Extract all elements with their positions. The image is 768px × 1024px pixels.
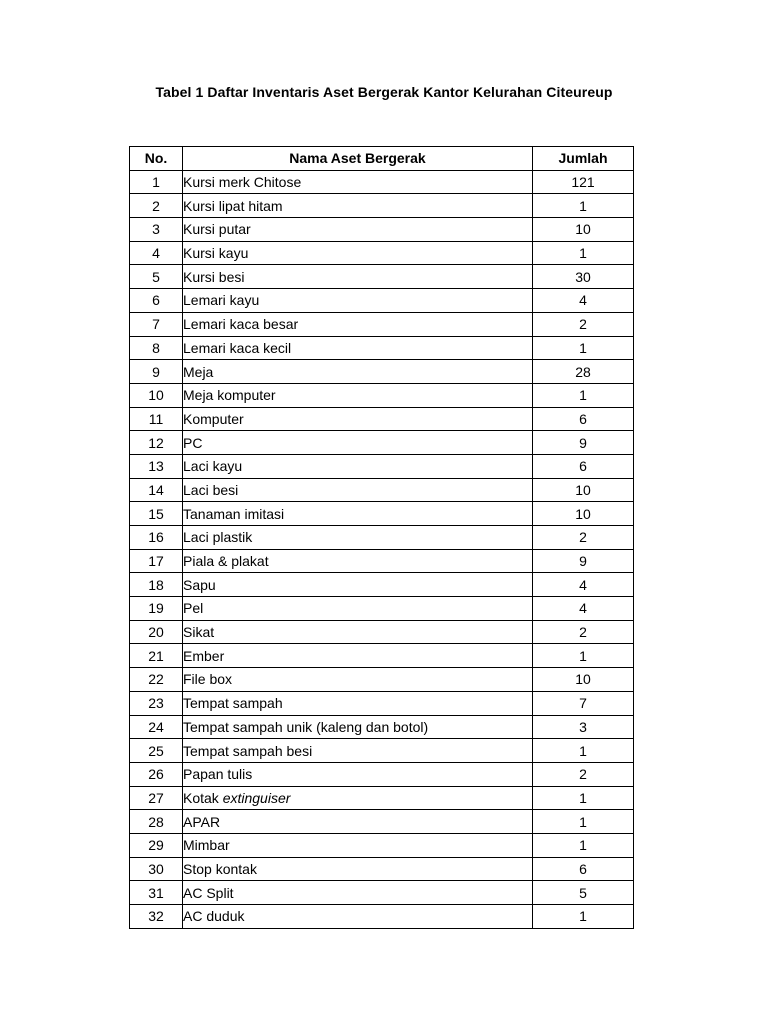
table-row [130, 383, 634, 407]
table-row [130, 549, 634, 573]
cell-name: Tempat sampah unik (kaleng dan botol) [183, 715, 533, 739]
cell-no: 30 [130, 857, 183, 881]
table-row [130, 502, 634, 526]
cell-no: 16 [130, 526, 183, 550]
cell-no: 29 [130, 833, 183, 857]
cell-qty: 1 [533, 383, 634, 407]
cell-no: 22 [130, 668, 183, 692]
cell-no: 6 [130, 289, 183, 313]
cell-name: Kursi merk Chitose [183, 170, 533, 194]
cell-no: 10 [130, 383, 183, 407]
cell-name: Tempat sampah besi [183, 739, 533, 763]
table-row [130, 265, 634, 289]
cell-name-text: Kotak [183, 789, 223, 806]
cell-no: 13 [130, 454, 183, 478]
cell-name: Kursi besi [183, 265, 533, 289]
cell-qty: 1 [533, 644, 634, 668]
cell-qty: 10 [533, 668, 634, 692]
table-row [130, 573, 634, 597]
cell-name: AC Split [183, 881, 533, 905]
cell-qty: 30 [533, 265, 634, 289]
table-row [130, 241, 634, 265]
cell-no: 11 [130, 407, 183, 431]
cell-qty: 1 [533, 336, 634, 360]
header-name: Nama Aset Bergerak [183, 147, 533, 171]
cell-qty: 5 [533, 881, 634, 905]
cell-qty: 1 [533, 905, 634, 929]
table-row [130, 644, 634, 668]
cell-no: 1 [130, 170, 183, 194]
cell-name: Kursi kayu [183, 241, 533, 265]
cell-name: Ember [183, 644, 533, 668]
table-row [130, 620, 634, 644]
cell-qty: 28 [533, 360, 634, 384]
cell-no: 14 [130, 478, 183, 502]
cell-name: Tanaman imitasi [183, 502, 533, 526]
cell-name [183, 786, 533, 810]
cell-no: 17 [130, 549, 183, 573]
cell-qty: 1 [533, 241, 634, 265]
inventory-table [129, 146, 634, 929]
cell-name: Sikat [183, 620, 533, 644]
cell-name: Meja [183, 360, 533, 384]
cell-no: 27 [130, 786, 183, 810]
table-row [130, 312, 634, 336]
cell-qty: 1 [533, 833, 634, 857]
cell-name: Lemari kaca besar [183, 312, 533, 336]
cell-qty: 9 [533, 431, 634, 455]
cell-no: 5 [130, 265, 183, 289]
cell-name: File box [183, 668, 533, 692]
table-row [130, 739, 634, 763]
table-row [130, 170, 634, 194]
table-row [130, 289, 634, 313]
cell-no: 12 [130, 431, 183, 455]
table-row [130, 668, 634, 692]
cell-name: Piala & plakat [183, 549, 533, 573]
cell-qty: 2 [533, 620, 634, 644]
cell-qty: 1 [533, 739, 634, 763]
table-row [130, 905, 634, 929]
cell-qty: 4 [533, 597, 634, 621]
table-row [130, 762, 634, 786]
cell-name: Lemari kaca kecil [183, 336, 533, 360]
cell-qty: 6 [533, 454, 634, 478]
cell-name-italic-text: extinguiser [222, 789, 291, 806]
cell-qty: 4 [533, 289, 634, 313]
table-row [130, 881, 634, 905]
cell-qty: 10 [533, 478, 634, 502]
table-row [130, 833, 634, 857]
cell-qty: 3 [533, 715, 634, 739]
table-row [130, 194, 634, 218]
cell-no: 19 [130, 597, 183, 621]
cell-name: PC [183, 431, 533, 455]
cell-qty: 121 [533, 170, 634, 194]
table-row [130, 431, 634, 455]
cell-no: 15 [130, 502, 183, 526]
cell-no: 32 [130, 905, 183, 929]
cell-no: 20 [130, 620, 183, 644]
table-row [130, 810, 634, 834]
cell-name: Papan tulis [183, 762, 533, 786]
cell-no: 9 [130, 360, 183, 384]
table-row [130, 597, 634, 621]
cell-qty: 9 [533, 549, 634, 573]
table-row [130, 857, 634, 881]
cell-no: 8 [130, 336, 183, 360]
cell-no: 26 [130, 762, 183, 786]
cell-name: Laci kayu [183, 454, 533, 478]
cell-no: 4 [130, 241, 183, 265]
cell-no: 2 [130, 194, 183, 218]
cell-qty: 1 [533, 194, 634, 218]
table-row [130, 360, 634, 384]
cell-name: AC duduk [183, 905, 533, 929]
cell-no: 28 [130, 810, 183, 834]
header-no: No. [130, 147, 183, 171]
cell-no: 21 [130, 644, 183, 668]
cell-name: Meja komputer [183, 383, 533, 407]
table-row [130, 336, 634, 360]
cell-no: 23 [130, 691, 183, 715]
table-title: Tabel 1 Daftar Inventaris Aset Bergerak Kantor Kelurahan Citeureup [155, 84, 613, 100]
table-header-row [130, 147, 634, 171]
cell-name: Kursi lipat hitam [183, 194, 533, 218]
cell-name: Sapu [183, 573, 533, 597]
cell-qty: 6 [533, 407, 634, 431]
cell-no: 31 [130, 881, 183, 905]
cell-name: Kursi putar [183, 218, 533, 242]
cell-qty: 4 [533, 573, 634, 597]
table-row [130, 526, 634, 550]
table-row [130, 691, 634, 715]
table-row [130, 786, 634, 810]
cell-no: 24 [130, 715, 183, 739]
cell-no: 18 [130, 573, 183, 597]
table-row [130, 407, 634, 431]
cell-name: Laci besi [183, 478, 533, 502]
cell-qty: 2 [533, 312, 634, 336]
cell-qty: 2 [533, 762, 634, 786]
cell-name: Tempat sampah [183, 691, 533, 715]
cell-name: APAR [183, 810, 533, 834]
table-row [130, 454, 634, 478]
cell-qty: 1 [533, 810, 634, 834]
cell-name: Komputer [183, 407, 533, 431]
table-row [130, 218, 634, 242]
header-qty: Jumlah [533, 147, 634, 171]
cell-name: Mimbar [183, 833, 533, 857]
cell-no: 3 [130, 218, 183, 242]
cell-qty: 10 [533, 218, 634, 242]
cell-qty: 7 [533, 691, 634, 715]
table-row [130, 715, 634, 739]
cell-name: Pel [183, 597, 533, 621]
table-row [130, 478, 634, 502]
cell-name: Laci plastik [183, 526, 533, 550]
cell-name: Stop kontak [183, 857, 533, 881]
cell-no: 7 [130, 312, 183, 336]
cell-qty: 6 [533, 857, 634, 881]
cell-qty: 10 [533, 502, 634, 526]
cell-qty: 2 [533, 526, 634, 550]
cell-qty: 1 [533, 786, 634, 810]
cell-no: 25 [130, 739, 183, 763]
cell-name: Lemari kayu [183, 289, 533, 313]
